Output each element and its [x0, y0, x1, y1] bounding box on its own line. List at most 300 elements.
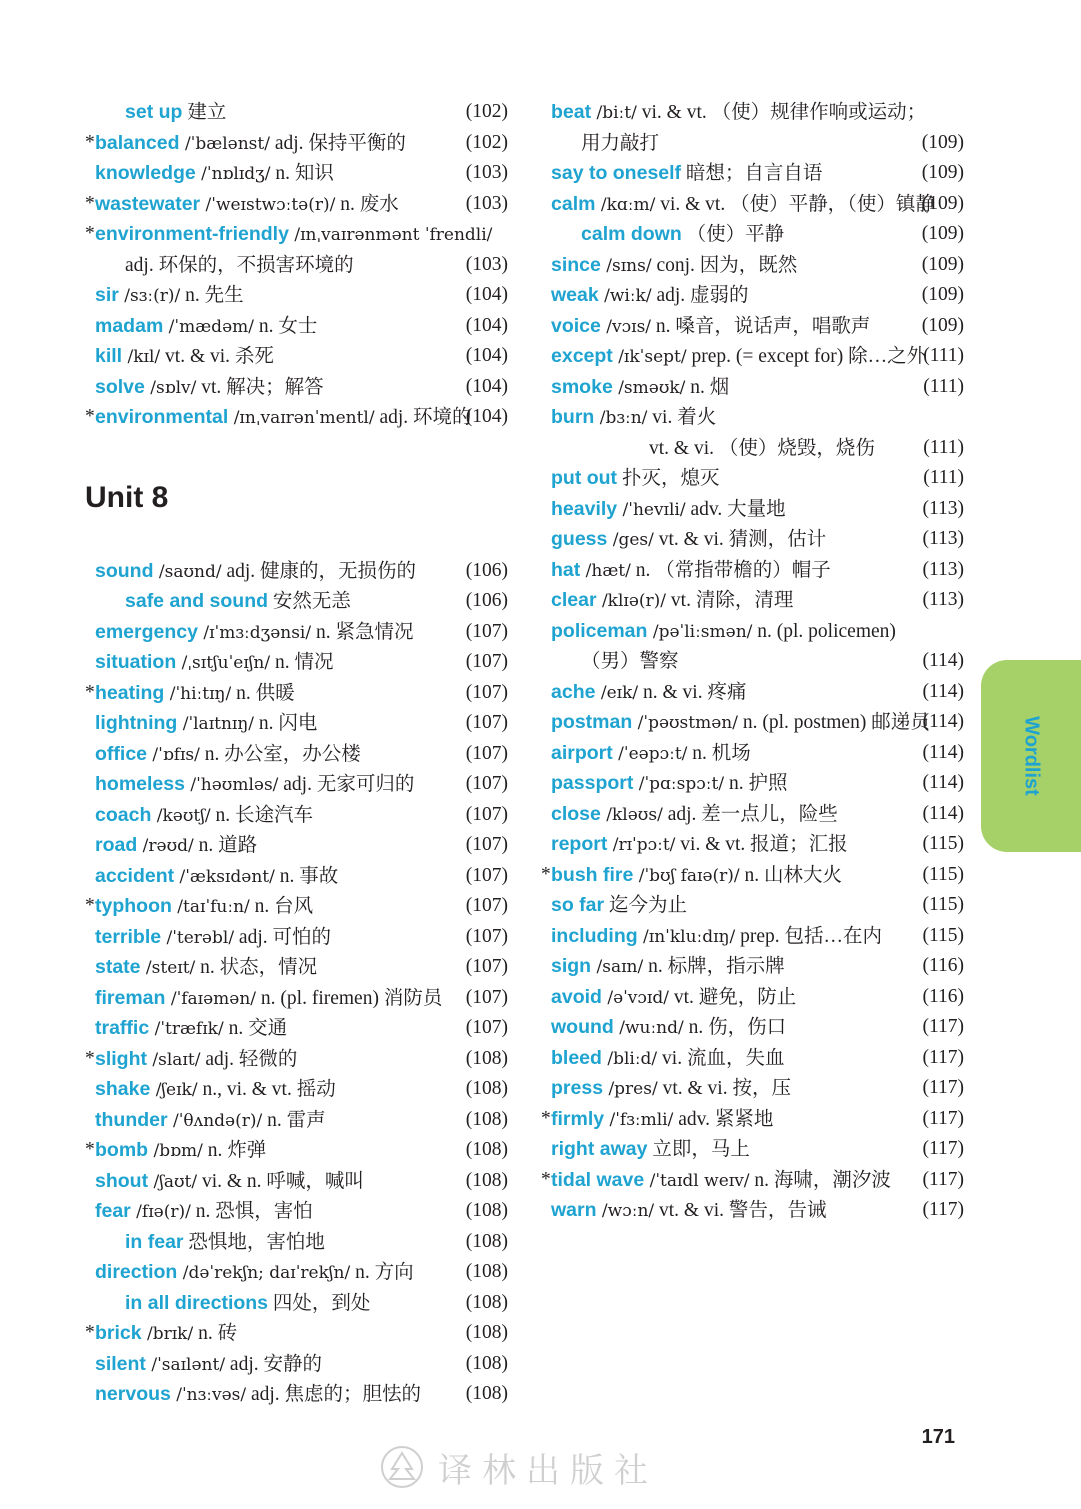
entry-headword: bush fire [551, 863, 634, 886]
entry-pronunciation: /bɒm/ [148, 1141, 203, 1161]
entry-headword: fireman [95, 986, 166, 1009]
entry-page-ref: (117) [922, 1077, 964, 1098]
entry-page-ref: (111) [923, 467, 964, 488]
entry-text [551, 890, 912, 922]
entry-page-ref: (104) [465, 375, 508, 397]
entry-page-ref: (107) [465, 1017, 508, 1038]
entry-definition: vi. & vt. （使）规律作响或运动； [636, 102, 927, 123]
entry-headword: sound [95, 559, 154, 582]
entry-page-ref: (113) [922, 558, 964, 580]
entry-page-ref: (103) [465, 192, 508, 214]
entry-definition: prep. 包括…在内 [735, 925, 883, 947]
entry-pronunciation: /saʊnd/ [153, 561, 222, 582]
entry-headword: office [95, 742, 148, 765]
entry-headword: in fear [125, 1230, 184, 1253]
wordlist-entry [541, 311, 964, 342]
wordlist-entry [85, 1288, 508, 1319]
entry-definition: n. 长途汽车 [210, 804, 313, 826]
entry-text [551, 1104, 912, 1136]
entry-definition: n. 标牌，指示牌 [643, 956, 785, 977]
entry-headword: shake [95, 1078, 151, 1100]
entry-headword: madam [95, 314, 164, 337]
entry-pronunciation: /ˈæksɪdənt/ [174, 866, 275, 887]
entry-text [551, 1073, 912, 1105]
entry-text [551, 555, 912, 587]
wordlist-entry [85, 250, 508, 281]
entry-headword: press [551, 1077, 604, 1099]
entry-pronunciation: /ˈmædəm/ [163, 316, 254, 337]
entry-headword: emergency [95, 620, 198, 643]
entry-headword: environment-friendly [95, 223, 289, 245]
entry-page-ref: (108) [465, 1261, 508, 1282]
entry-text [551, 311, 912, 343]
entry-page-ref: (102) [465, 131, 508, 153]
entry-headword: knowledge [95, 162, 196, 184]
entry-text [95, 739, 456, 771]
entry-star-marker: * [85, 1139, 95, 1160]
entry-text [551, 372, 912, 404]
entry-text [551, 738, 912, 770]
wordlist-entry [541, 280, 964, 311]
entry-text [95, 1196, 456, 1228]
entry-pronunciation: /dəˈrekʃn; daɪˈrekʃn/ [177, 1263, 351, 1283]
wordlist-entry [541, 219, 964, 250]
entry-text [95, 922, 456, 954]
entry-headword: beat [551, 101, 592, 123]
entry-definition: n. 方向 [350, 1262, 414, 1283]
entry-text [551, 158, 912, 190]
entry-pronunciation: /brɪk/ [141, 1324, 194, 1344]
entry-page-ref: (104) [465, 406, 508, 427]
entry-text [95, 556, 456, 588]
entry-page-ref: (104) [465, 345, 508, 366]
entry-text [95, 158, 456, 190]
wordlist-side-tab [981, 660, 1081, 852]
entry-pronunciation: /sɪns/ [600, 255, 652, 276]
entry-page-ref: (108) [465, 1169, 508, 1191]
entry-headword: lightning [95, 712, 178, 734]
wordlist-entry [85, 708, 508, 739]
entry-page-ref: (117) [922, 1199, 964, 1220]
entry-headword: typhoon [95, 895, 172, 917]
wordlist-entry [541, 1195, 964, 1226]
wordlist-entry [541, 158, 964, 189]
entry-headword: put out [551, 467, 618, 489]
entry-page-ref: (107) [465, 712, 508, 733]
entry-definition: n. 恐惧，害怕 [190, 1201, 313, 1222]
entry-page-ref: (116) [922, 985, 964, 1007]
entry-star-marker: * [85, 1322, 95, 1343]
entry-text [551, 768, 912, 800]
wordlist-entry [541, 860, 964, 891]
entry-definition: n. (pl. firemen) 消防员 [256, 987, 443, 1009]
entry-definition: n. 雷声 [262, 1109, 326, 1131]
entry-headword: except [551, 345, 613, 367]
side-tab-label: Wordlist [1020, 716, 1043, 796]
entry-definition: adj. 差一点儿，险些 [662, 803, 838, 825]
entry-definition: n. 烟 [685, 376, 730, 398]
entry-text [551, 1165, 912, 1197]
entry-pronunciation: /bliːd/ [601, 1048, 658, 1069]
entry-definition: vi. 着火 [647, 407, 717, 428]
entry-definition: n., vi. & vt. 摇动 [197, 1079, 336, 1100]
entry-pronunciation: /wuːnd/ [613, 1018, 684, 1038]
entry-star-marker: * [85, 223, 95, 244]
entry-text [649, 433, 912, 465]
wordlist-entry [85, 586, 508, 617]
entry-page-ref: (109) [921, 314, 964, 336]
entry-pronunciation: /pəˈliːsmən/ [647, 621, 753, 642]
entry-definition: （使）平静 [681, 224, 785, 245]
entry-page-ref: (117) [922, 1138, 964, 1159]
entry-page-ref: (114) [922, 650, 964, 671]
entry-definition: vt. 避免，防止 [668, 986, 797, 1008]
entry-definition: adv. 紧紧地 [673, 1108, 774, 1130]
publisher-name: 译林出版社 [438, 1450, 658, 1491]
entry-text [551, 402, 912, 434]
entry-text [95, 830, 456, 862]
wordlist-entry [85, 800, 508, 831]
entry-definition: n. 闪电 [254, 713, 318, 734]
wordlist-entry [85, 189, 508, 220]
entry-text [95, 952, 456, 984]
entry-definition: vt. & vi. 按，压 [657, 1078, 791, 1099]
entry-definition: n. (pl. policemen) [752, 620, 896, 642]
entry-page-ref: (109) [921, 131, 964, 153]
entry-text [95, 402, 472, 434]
entry-definition: vi. & vt. （使）平静，（使）镇静 [655, 193, 935, 215]
entry-definition: n. 废水 [335, 193, 399, 215]
entry-definition: adj. 焦虑的；胆怯的 [246, 1384, 422, 1405]
entry-text [581, 128, 912, 160]
entry-pronunciation: /ɪnˈkluːdɪŋ/ [637, 926, 736, 947]
wordlist-entry [541, 555, 964, 586]
wordlist-entry [541, 585, 964, 616]
entry-text [551, 463, 912, 495]
entry-headword: policeman [551, 619, 648, 642]
wordlist-entry [541, 524, 964, 555]
entry-page-ref: (114) [922, 772, 964, 793]
wordlist-entry [541, 372, 964, 403]
entry-page-ref: (109) [921, 253, 964, 275]
entry-headword: in all directions [125, 1291, 269, 1314]
entry-page-ref: (108) [465, 1383, 508, 1404]
entry-definition: vt. & vi. （使）烧毁，烧伤 [649, 437, 875, 459]
entry-text [95, 678, 456, 710]
entry-text [95, 1318, 456, 1350]
entry-definition: n. 道路 [193, 835, 258, 856]
entry-headword: situation [95, 651, 177, 673]
entry-headword: bleed [551, 1046, 602, 1069]
entry-text [95, 861, 456, 893]
wordlist-entry [541, 1134, 964, 1165]
entry-pronunciation: /əˈvɔɪd/ [601, 987, 669, 1008]
entry-definition: vt. 清除，清理 [666, 590, 794, 611]
entry-page-ref: (115) [922, 833, 964, 854]
entry-headword: including [551, 924, 638, 947]
entry-text [551, 1134, 912, 1166]
wordlist-entry [541, 707, 964, 738]
wordlist-entry [541, 677, 964, 708]
wordlist-entry [85, 219, 508, 250]
entry-text [95, 1105, 456, 1137]
entry-headword: right away [551, 1138, 648, 1160]
wordlist-entry [541, 128, 964, 159]
entry-page-ref: (107) [465, 742, 508, 764]
entry-page-ref: (107) [465, 925, 508, 947]
publisher-watermark [380, 1442, 658, 1492]
wordlist-entry [85, 1349, 508, 1380]
entry-definition: vt. & vi. 猜测，估计 [653, 529, 827, 550]
entry-text [551, 829, 912, 861]
entry-headword: safe and sound [125, 590, 269, 612]
entry-page-ref: (115) [922, 924, 964, 946]
entry-headword: guess [551, 528, 608, 550]
entry-definition: n. 紧急情况 [311, 621, 414, 643]
entry-headword: ache [551, 680, 596, 703]
entry-headword: silent [95, 1352, 146, 1375]
entry-page-ref: (113) [922, 589, 964, 610]
wordlist-entry [541, 799, 964, 830]
entry-text [95, 800, 456, 832]
page-number: 171 [921, 1426, 955, 1448]
entry-page-ref: (107) [465, 864, 508, 886]
entry-page-ref: (117) [922, 1107, 964, 1129]
entry-headword: fear [95, 1200, 131, 1222]
entry-headword: traffic [95, 1017, 150, 1039]
entry-headword: close [551, 802, 601, 825]
entry-pronunciation: /ˈbʊʃ faɪə(r)/ [633, 865, 740, 886]
entry-pronunciation: /ˈnɒlɪdʒ/ [195, 164, 271, 184]
entry-pronunciation: /rɪˈpɔːt/ [607, 835, 676, 855]
wordlist-entry [85, 1379, 508, 1410]
entry-text [551, 860, 912, 892]
entry-pronunciation: /kɪl/ [122, 347, 161, 367]
entry-pronunciation: /kləʊs/ [600, 804, 663, 825]
wordlist-entry [85, 1318, 508, 1349]
entry-text [95, 1379, 456, 1411]
entry-page-ref: (107) [465, 773, 508, 794]
entry-headword: report [551, 833, 608, 855]
entry-headword: so far [551, 894, 605, 916]
entry-definition: adj. 环境的 [374, 407, 472, 428]
entry-headword: say to oneself [551, 162, 682, 184]
entry-pronunciation: /vɔɪs/ [600, 316, 652, 337]
entry-definition: 迄今为止 [604, 895, 687, 916]
entry-text [551, 982, 912, 1014]
wordlist-entry [85, 556, 508, 587]
entry-pronunciation: /ʃeɪk/ [150, 1080, 198, 1100]
entry-page-ref: (108) [465, 1139, 508, 1160]
entry-page-ref: (107) [465, 651, 508, 672]
entry-pronunciation: /ɪˈmɜːdʒənsi/ [197, 622, 312, 643]
entry-page-ref: (104) [465, 314, 508, 336]
entry-page-ref: (117) [922, 1046, 964, 1068]
entry-text [551, 250, 912, 282]
wordlist-left-column [85, 97, 508, 1410]
entry-text [95, 1166, 456, 1198]
entry-page-ref: (117) [922, 1168, 964, 1190]
entry-definition: conj. 因为，既然 [651, 254, 798, 276]
entry-definition: adj. 保持平衡的 [269, 132, 406, 154]
entry-pronunciation: /sməʊk/ [612, 377, 686, 398]
entry-definition: n. 砖 [193, 1323, 238, 1344]
entry-pronunciation: /ˈsaɪlənt/ [145, 1354, 226, 1375]
wordlist-entry [541, 951, 964, 982]
entry-pronunciation: /ˈbælənst/ [179, 133, 270, 154]
entry-pronunciation: /ˌsɪtʃuˈeɪʃn/ [176, 653, 271, 673]
wordlist-entry [85, 97, 508, 128]
wordlist-entry [85, 311, 508, 342]
entry-star-marker: * [85, 895, 95, 916]
entry-pronunciation: /sɒlv/ [144, 377, 197, 398]
entry-text [551, 677, 912, 709]
entry-definition: 暗想；自言自语 [681, 163, 823, 184]
entry-pronunciation: /hæt/ [580, 560, 631, 581]
entry-definition: adj. 安静的 [225, 1353, 322, 1375]
wordlist-entry [541, 433, 964, 464]
entry-page-ref: (108) [465, 1078, 508, 1099]
entry-text [95, 372, 456, 404]
entry-headword: wound [551, 1016, 614, 1038]
entry-star-marker: * [85, 406, 95, 427]
wordlist-entry [85, 1044, 508, 1075]
entry-text [95, 128, 456, 160]
entry-definition: n. 交通 [223, 1018, 288, 1039]
entry-definition: n. 海啸，潮汐波 [749, 1169, 891, 1191]
wordlist-entry [85, 830, 508, 861]
entry-headword: direction [95, 1261, 178, 1283]
wordlist-entry [541, 97, 964, 128]
entry-definition: n. (pl. postmen) 邮递员 [737, 712, 930, 733]
entry-definition: 扑灭，熄灭 [617, 468, 720, 489]
entry-text [125, 1288, 456, 1320]
entry-pronunciation: /ˈlaɪtnɪŋ/ [177, 714, 255, 734]
entry-pronunciation: /ˈnɜːvəs/ [170, 1385, 247, 1405]
entry-star-marker: * [85, 681, 95, 703]
wordlist-entry [85, 922, 508, 953]
entry-page-ref: (111) [923, 375, 964, 397]
entry-pronunciation: /ɪkˈsept/ [612, 347, 687, 367]
entry-page-ref: (115) [922, 894, 964, 915]
wordlist-entry [541, 982, 964, 1013]
entry-page-ref: (111) [923, 436, 964, 458]
entry-text [95, 983, 456, 1015]
entry-definition: vi. 流血，失血 [657, 1047, 785, 1069]
entry-definition: 恐惧地，害怕地 [183, 1231, 325, 1253]
entry-page-ref: (107) [465, 681, 508, 703]
entry-text [551, 1012, 912, 1044]
entry-text [125, 586, 456, 618]
unit-heading: Unit 8 [85, 480, 169, 514]
entry-text [95, 219, 493, 251]
entry-definition: n. 状态，情况 [195, 957, 318, 978]
entry-headword: state [95, 956, 141, 978]
entry-definition: vt. 解决；解答 [196, 376, 324, 398]
entry-definition: 用力敲打 [581, 132, 660, 154]
entry-headword: terrible [95, 925, 162, 948]
entry-page-ref: (108) [465, 1108, 508, 1130]
entry-page-ref: (106) [465, 559, 508, 581]
entry-headword: voice [551, 314, 601, 337]
entry-text [551, 951, 912, 983]
wordlist-right-column [541, 97, 964, 1226]
entry-page-ref: (108) [465, 1322, 508, 1343]
entry-pronunciation: /ʃaʊt/ [148, 1171, 198, 1192]
entry-pronunciation: /ˈfɜːmli/ [604, 1109, 674, 1130]
wordlist-entry [85, 402, 508, 433]
entry-page-ref: (108) [465, 1291, 508, 1313]
entry-text [95, 1257, 456, 1289]
entry-definition: n. 情况 [270, 652, 334, 673]
entry-pronunciation: /pres/ [603, 1079, 658, 1099]
entry-definition: adj. 虚弱的 [651, 285, 749, 306]
entry-page-ref: (109) [921, 223, 964, 244]
entry-pronunciation: /wiːk/ [598, 286, 652, 306]
wordlist-entry [85, 891, 508, 922]
entry-definition: adj. 无家可归的 [278, 774, 415, 795]
entry-text [551, 707, 930, 739]
entry-star-marker: * [85, 131, 95, 153]
entry-pronunciation: /biːt/ [591, 103, 637, 123]
entry-page-ref: (114) [922, 741, 964, 763]
entry-pronunciation: /ˈhiːtɪŋ/ [164, 683, 232, 704]
wordlist-entry [85, 158, 508, 189]
entry-page-ref: (109) [921, 192, 964, 214]
wordlist-entry [85, 1013, 508, 1044]
entry-pronunciation: /sɜː(r)/ [118, 286, 181, 306]
wordlist-entry [541, 646, 964, 677]
wordlist-entry [541, 829, 964, 860]
entry-pronunciation: /wɔːn/ [596, 1201, 655, 1221]
entry-headword: set up [125, 101, 183, 123]
entry-headword: balanced [95, 131, 180, 154]
entry-definition: n. 台风 [249, 896, 314, 917]
entry-headword: clear [551, 589, 597, 611]
wordlist-entry [85, 647, 508, 678]
entry-page-ref: (117) [922, 1016, 964, 1037]
entry-headword: airport [551, 741, 613, 764]
entry-headword: passport [551, 772, 634, 794]
entry-text [95, 769, 456, 801]
entry-headword: calm [551, 192, 596, 215]
entry-headword: smoke [551, 375, 613, 398]
entry-page-ref: (108) [465, 1352, 508, 1374]
entry-headword: heavily [551, 497, 618, 520]
wordlist-entry [85, 372, 508, 403]
wordlist-entry [85, 1257, 508, 1288]
entry-pronunciation: /ˈθʌndə(r)/ [167, 1110, 263, 1131]
wordlist-entry [541, 768, 964, 799]
entry-page-ref: (104) [465, 284, 508, 305]
wordlist-entry [85, 861, 508, 892]
entry-headword: solve [95, 375, 145, 398]
entry-definition: vi. & vt. 报道；汇报 [675, 834, 848, 855]
entry-text [95, 311, 456, 343]
entry-headword: firmly [551, 1107, 605, 1130]
entry-definition: n. 先生 [180, 285, 244, 306]
entry-text [551, 524, 912, 556]
wordlist-entry [541, 1043, 964, 1074]
wordlist-entry [85, 1105, 508, 1136]
wordlist-entry [85, 280, 508, 311]
entry-headword: hat [551, 558, 581, 581]
entry-text [551, 494, 912, 526]
entry-headword: road [95, 834, 138, 856]
entry-headword: burn [551, 406, 595, 428]
entry-pronunciation: /ɪnˌvaɪrənˈmentl/ [228, 408, 375, 428]
entry-text [551, 585, 912, 617]
